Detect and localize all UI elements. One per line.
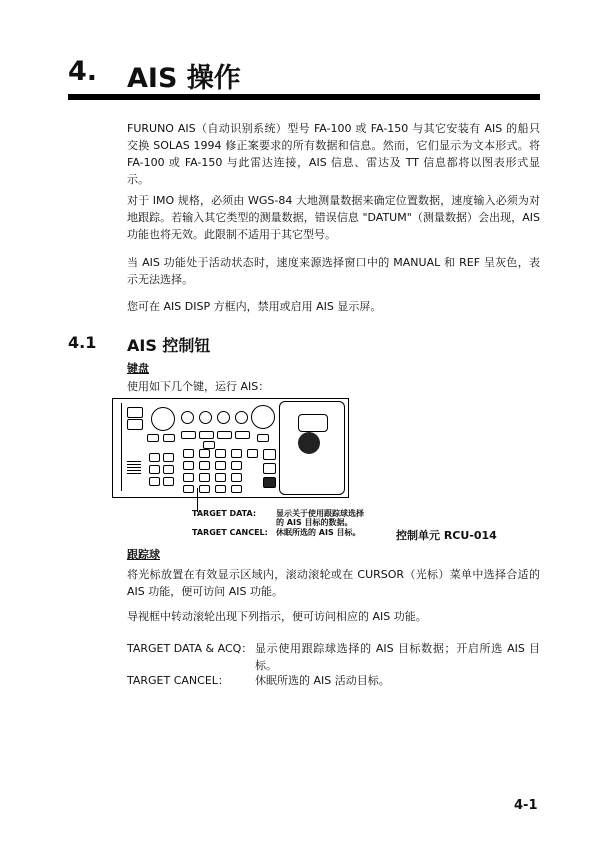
intro-paragraph-3: 当 AIS 功能处于活动状态时，速度来源选择窗口中的 MANUAL 和 REF 呈灰色，表示无法选择。 bbox=[127, 256, 540, 286]
callout-box bbox=[192, 509, 374, 539]
key bbox=[163, 465, 174, 474]
target-cancel-desc: 休眠所选的 AIS 目标。 bbox=[276, 528, 361, 537]
keyboard-text: 使用如下几个键，运行 AIS： bbox=[127, 380, 270, 393]
key bbox=[263, 477, 276, 488]
key bbox=[203, 441, 215, 449]
key bbox=[199, 461, 210, 470]
ebl-knob-icon bbox=[251, 405, 275, 429]
key bbox=[199, 473, 210, 482]
key bbox=[149, 453, 160, 462]
key bbox=[127, 419, 143, 430]
knob-icon bbox=[199, 411, 212, 424]
key bbox=[231, 449, 242, 458]
key bbox=[183, 461, 194, 470]
key bbox=[231, 473, 242, 482]
intro-paragraph-1: FURUNO AIS（自动识别系统）型号 FA-100 或 FA-150 与其它安装有 AIS 的船只交换 SOLAS 1994 修正案要求的所有数据和信息。然而，它们显示为文本形式。将 FA-100 或 FA-150 与此雷达连接，AIS 信息、雷达及 TT 信息都将以图表形式显示。 bbox=[127, 122, 540, 186]
desc-target-cancel: 休眠所选的 AIS 活动目标。 bbox=[255, 674, 390, 687]
trackball-subheading: 跟踪球 bbox=[127, 548, 160, 561]
key bbox=[235, 431, 250, 439]
page-number: 4-1 bbox=[514, 798, 538, 813]
key bbox=[163, 477, 174, 486]
key bbox=[183, 449, 194, 458]
key bbox=[163, 453, 174, 462]
scrollwheel-icon bbox=[298, 414, 328, 432]
chapter-number: 4. bbox=[68, 56, 98, 87]
key bbox=[183, 473, 194, 482]
trackball-text-1: 将光标放置在有效显示区域内，滚动滚轮或在 CURSOR（光标）菜单中选择合适的 AIS 功能，便可访问 AIS 功能。 bbox=[127, 568, 540, 598]
key bbox=[247, 449, 258, 458]
key bbox=[149, 465, 160, 474]
key bbox=[149, 477, 160, 486]
key bbox=[217, 431, 232, 439]
section-number: 4.1 bbox=[68, 333, 97, 352]
target-cancel-label: TARGET CANCEL: bbox=[192, 528, 268, 537]
key bbox=[231, 461, 242, 470]
knob-icon bbox=[217, 411, 230, 424]
section-title: AIS 控制钮 bbox=[127, 336, 211, 355]
key bbox=[263, 449, 276, 460]
key bbox=[199, 431, 214, 439]
term-target-data-acq: TARGET DATA & ACQ： bbox=[127, 642, 253, 655]
key bbox=[215, 473, 226, 482]
control-unit-label: 控制单元 RCU-014 bbox=[396, 529, 497, 542]
key bbox=[263, 463, 276, 474]
key bbox=[231, 485, 242, 493]
intro-paragraph-4: 您可在 AIS DISP 方框内，禁用或启用 AIS 显示屏。 bbox=[127, 300, 382, 313]
key bbox=[147, 434, 159, 442]
target-data-desc-2: 的 AIS 目标的数据。 bbox=[276, 518, 353, 527]
key bbox=[127, 407, 143, 418]
trackball-housing bbox=[279, 401, 345, 495]
chapter-title: AIS 操作 bbox=[127, 63, 241, 94]
gain-knob-icon bbox=[151, 407, 175, 431]
target-data-desc-1: 显示关于使用跟踪球选择 bbox=[276, 509, 364, 518]
target-data-label: TARGET DATA: bbox=[192, 509, 257, 518]
key bbox=[183, 485, 194, 493]
trackball-icon bbox=[298, 432, 320, 454]
key bbox=[215, 461, 226, 470]
key bbox=[181, 431, 196, 439]
heading-rule bbox=[68, 94, 540, 100]
key bbox=[257, 434, 269, 442]
desc-target-data-acq: 显示使用跟踪球选择的 AIS 目标数据；开启所选 AIS 目标。 bbox=[255, 642, 540, 672]
key bbox=[199, 449, 210, 458]
key bbox=[163, 434, 175, 442]
control-unit-illustration bbox=[112, 398, 349, 498]
knob-icon bbox=[235, 411, 248, 424]
trackball-text-2: 导视框中转动滚轮出现下列指示，便可访问相应的 AIS 功能。 bbox=[127, 610, 427, 623]
keyboard-subheading: 键盘 bbox=[127, 362, 149, 375]
speaker-grille bbox=[127, 461, 141, 475]
intro-paragraph-2: 对于 IMO 规格，必须由 WGS-84 大地测量数据来确定位置数据，速度输入必须为对地跟踪。若输入其它类型的测量数据，错误信息 "DATUM"（测量数据）会出现，AIS 功能也将无效。此限制不适用于其它型号。 bbox=[127, 194, 540, 241]
knob-icon bbox=[181, 411, 194, 424]
key bbox=[199, 485, 210, 493]
key bbox=[215, 449, 226, 458]
key bbox=[215, 485, 226, 493]
panel-edge bbox=[115, 403, 122, 491]
term-target-cancel: TARGET CANCEL： bbox=[127, 674, 229, 687]
